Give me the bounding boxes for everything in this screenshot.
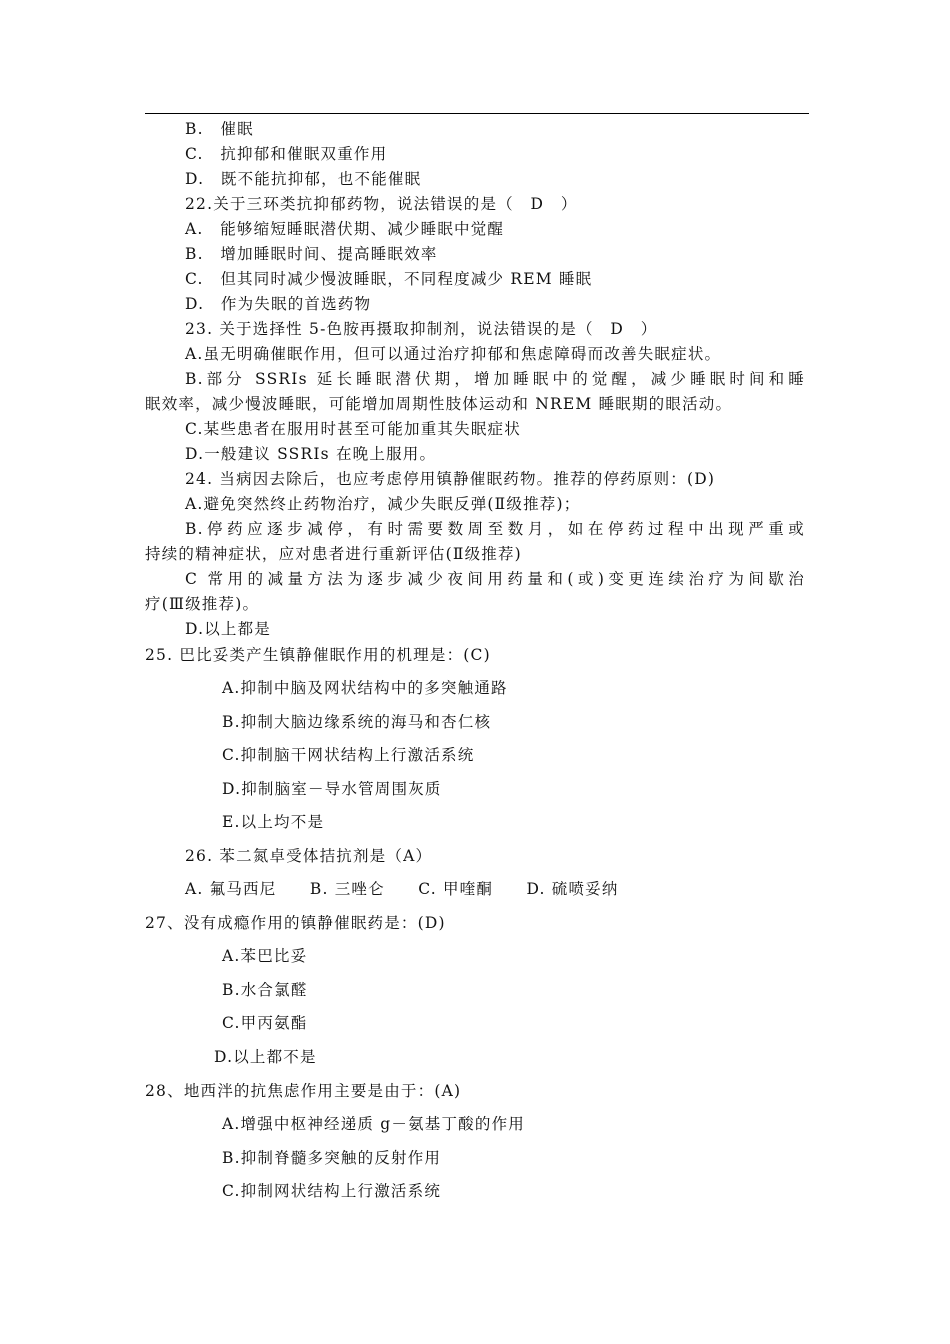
text-line: B. 催眠 (185, 120, 254, 138)
option-line: D.抑制脑室－导水管周围灰质 (222, 780, 442, 798)
text-line: B.停药应逐步减停，有时需要数周至数月，如在停药过程中出现严重或 (185, 520, 805, 538)
question-27: 27、没有成瘾作用的镇静催眠药是：(D) (145, 914, 446, 932)
option-line: D.以上都不是 (214, 1048, 317, 1066)
option-line: A.抑制中脑及网状结构中的多突触通路 (222, 679, 508, 697)
question-28: 28、地西泮的抗焦虑作用主要是由于：(A) (145, 1082, 462, 1100)
text-line: C.某些患者在服用时甚至可能加重其失眠症状 (185, 420, 521, 438)
option-line: C.抑制网状结构上行激活系统 (222, 1182, 442, 1200)
text-line: 疗(Ⅲ级推荐)。 (145, 595, 260, 613)
text-line: D. 作为失眠的首选药物 (185, 295, 372, 313)
option-line: A.苯巴比妥 (222, 947, 308, 965)
option-line: B.抑制脊髓多突触的反射作用 (222, 1149, 442, 1167)
option-line: E.以上均不是 (222, 813, 325, 831)
option-line: B.水合氯醛 (222, 981, 308, 999)
text-line: C. 但其同时减少慢波睡眠，不同程度减少 REM 睡眠 (185, 270, 593, 288)
option-line: A.增强中枢神经递质 g－氨基丁酸的作用 (222, 1115, 525, 1133)
text-line: A. 能够缩短睡眠潜伏期、减少睡眠中觉醒 (185, 220, 505, 238)
text-line: 持续的精神症状，应对患者进行重新评估(Ⅱ级推荐) (145, 545, 522, 563)
text-line: B. 增加睡眠时间、提高睡眠效率 (185, 245, 438, 263)
option-line: A. 氟马西尼 B. 三唑仑 C. 甲喹酮 D. 硫喷妥纳 (185, 880, 619, 898)
text-line: D.一般建议 SSRIs 在晚上服用。 (185, 445, 437, 463)
text-line: A.避免突然终止药物治疗，减少失眠反弹(Ⅱ级推荐)； (185, 495, 581, 513)
text-line: B.部分 SSRIs 延长睡眠潜伏期，增加睡眠中的觉醒，减少睡眠时间和睡 (185, 370, 805, 388)
text-line: A.虽无明确催眠作用，但可以通过治疗抑郁和焦虑障碍而改善失眠症状。 (185, 345, 722, 363)
question-25: 25. 巴比妥类产生镇静催眠作用的机理是：(C) (145, 646, 491, 664)
question-22: 22.关于三环类抗抑郁药物，说法错误的是（ D ） (185, 195, 578, 213)
question-26: 26. 苯二氮卓受体拮抗剂是（A） (185, 847, 433, 865)
option-line: C.甲丙氨酯 (222, 1014, 308, 1032)
header-rule (145, 113, 809, 114)
text-line: C. 抗抑郁和催眠双重作用 (185, 145, 388, 163)
option-line: C.抑制脑干网状结构上行激活系统 (222, 746, 475, 764)
text-line: 眠效率，减少慢波睡眠，可能增加周期性肢体运动和 NREM 睡眠期的眼活动。 (145, 395, 733, 413)
question-23: 23. 关于选择性 5-色胺再摄取抑制剂，说法错误的是（ D ） (185, 320, 658, 338)
text-line: D. 既不能抗抑郁，也不能催眠 (185, 170, 422, 188)
text-line: C 常用的减量方法为逐步减少夜间用药量和(或)变更连续治疗为间歇治 (185, 570, 805, 588)
option-line: B.抑制大脑边缘系统的海马和杏仁核 (222, 713, 492, 731)
question-24: 24. 当病因去除后，也应考虑停用镇静催眠药物。推荐的停药原则：(D) (185, 470, 716, 488)
text-line: D.以上都是 (185, 620, 272, 638)
